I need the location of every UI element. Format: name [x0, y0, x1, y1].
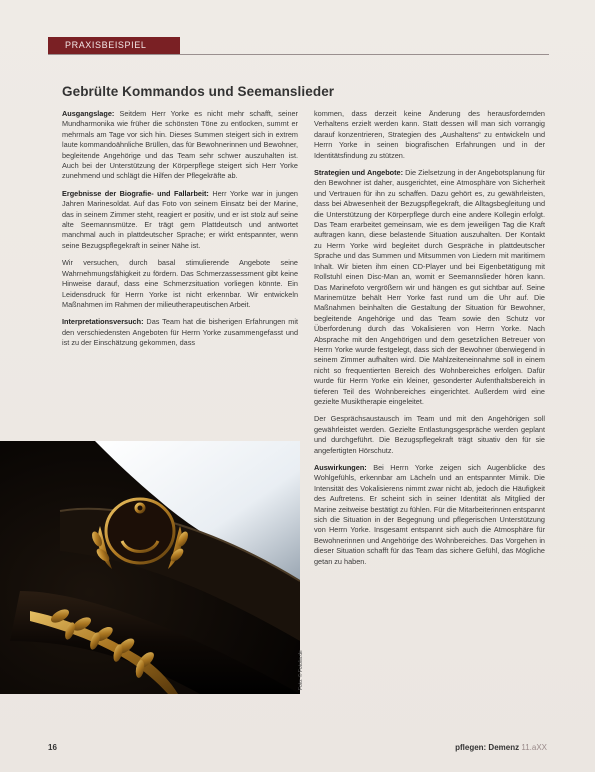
captain-hat-photo — [0, 441, 300, 694]
paragraph-text: Die Zielsetzung in der Angebotsplanung für den Bewohner ist daher, ausgerichtet, eine Atmosphäre von Sicherheit und Vertrauen für ihn zu schaffen. Dazu gehört es, zu gewährleisten, dass bei Abwesenheit der Bezugspflegekraft, die Alltagsbegleitung und die Unterstützung der Körperpflege durch eine andere Kollegin erfolgt. Das Team erarbeitet gemeinsam, wie es dem jeweiligen Tag die Kraft auftragen kann, diese belastende Situation auszuhalten. Der Kontakt zu Herrn Yorke wird begleitet durch Gespräche in plattdeutscher Sprache und das Summen und Mitsummen von Liedern mit maritimem Inhalt. Wir bieten ihm einen CD-Player und bei Eigenbetätigung mit Rollstuhl einen Disc-Man an, womit er Seemannslieder hören kann. Das Marinefoto vergrößern wir und hängen es gut sichtbar auf. Seine Marinemütze behält Herr Yorke fast rund um die Uhr auf. Die Maßnahmen beinhalten die Gestaltung der Situation für Bewohner, begleitende Angehörige und das Team sowie den Schutz vor Überforderung durch das Vokalisieren von Herrn Yorke. Nach Absprache mit den Angehörigen und dem gesetzlichen Betreuer von Herrn Yorke wurde festgelegt, dass sich der Bewohner überwiegend in seinem Zimmer aufhalten wird. Die Mahlzeiteneinnahme soll in einem nicht so frequentierten Bereich des Wohnbereiches erfolgen. Dafür wurde für Herrn Yorke ein kleiner, gesonderter Aufenthaltsbereich in tieferen Teil des Wohnbereiches eingerichtet. Außerdem wird eine gezielte Musiktherapie eingeleitet. — [314, 168, 545, 406]
left-column — [62, 109, 298, 356]
photo-credit-text: Foto: © Fotolia.de — [298, 650, 304, 690]
paragraph-text: Das Team hat die bisherigen Erfahrungen mit den verschiedensten Angeboten für Herrn Yorke zusammengefasst und ist zu der Einschätzung gekommen, dass — [62, 317, 298, 348]
paragraph — [314, 414, 545, 456]
paragraph — [62, 109, 298, 182]
page-number: 16 — [48, 743, 57, 752]
right-column — [314, 109, 545, 574]
paragraph-lead: Ergebnisse der Biografie- und Fallarbeit: — [62, 188, 209, 198]
paragraph — [62, 317, 298, 348]
paragraph-text: Wir versuchen, durch basal stimulierende Angebote seine Wahrnehmungsfähigkeit zu fördern. Das Schmerzassessment gibt keine Hinweise darauf, dass eine Schmerzsituation vorliegen könnte. Ein Leidensdruck für Herrn Yorke ist nicht erkennbar. Wir entwickeln Maßnahmen im Rahmen der milieutherapeutischen Arbeit. — [62, 258, 298, 309]
paragraph — [62, 258, 298, 310]
article-title: Gebrülte Kommandos und Seemanslieder — [62, 84, 335, 99]
paragraph-lead: Ausgangslage: — [62, 109, 115, 118]
paragraph — [314, 168, 545, 407]
paragraph-lead: Strategien und Angebote: — [314, 168, 404, 178]
section-tag: PRAXISBEISPIEL — [48, 37, 180, 54]
paragraph-text: Seitdem Herr Yorke es nicht mehr schafft, seiner Mundharmonika wie früher die schönsten Töne zu entlocken, summt er mehrmals am Tage vor sich hin. Dieses Summen steigert sich in extrem laute kommandoähnliche Brüllen, das für Bewohnerinnen und Bewohner, begleitende Angehörige und das Team sehr schwer auszuhalten ist. Auch bei der Unterstützung der Körperpflege steigert sich Herr Yorke zunehmend und schlägt die Hilfen der Pflegekräfte ab. — [62, 109, 298, 181]
paragraph — [314, 109, 545, 161]
magazine-footer — [455, 743, 547, 752]
paragraph-text: Der Gesprächsaustausch im Team und mit den Angehörigen soll gewährleistet werden. Gezielte Entlastungsgespräche werden geplant und durchgeführt. Die Bezugspflegekraft trägt situativ den für sie angefertigten Hörschutz. — [314, 414, 545, 455]
photo-credit — [298, 590, 308, 690]
paragraph — [62, 189, 298, 251]
paragraph — [314, 463, 545, 567]
header-rule — [48, 54, 549, 55]
captain-hat-illustration — [0, 441, 300, 694]
paragraph-lead: Interpretationsversuch: — [62, 317, 144, 327]
magazine-brand: pflegen: Demenz — [455, 743, 520, 752]
paragraph-text: kommen, dass derzeit keine Änderung des herausfordernden Verhaltens erzielt werden kann. Statt dessen will man sich vorrangig darauf konzentrieren, Strategien des „Aushaltens“ zu entwickeln und Herrn Yorke in seinen biografischen Erfahrungen und in der Identitätsfindung zu stützen. — [314, 109, 545, 160]
magazine-issue: 11.aXX — [521, 743, 547, 752]
paragraph-text: Bei Herrn Yorke zeigen sich Augenblicke des Wohlgefühls, erkennbar am Lächeln und an entspannter Mimik. Die Intensität des Vokalisierens nimmt zwar nicht ab, jedoch die Häufigkeit des Auftretens. Er scheint sich in seiner Identität als Mitglied der Marine zeitweise bestätigt zu fühlen. Für die Mitarbeiterinnen entspannt sich die Situation in der Begegnung und pflegerischen Unterstützung von Herrn Yorke. Insgesamt entspannt sich auch die Atmosphäre für Bewohnerinnen und Angehörige des Wohnbereiches. Das Vorgehen in dieser Situation schafft für das Team das sichere Gefühl, das Mögliche getan zu haben. — [314, 463, 545, 566]
paragraph-text: Herr Yorke war in jungen Jahren Marinesoldat. Auf das Foto von seinem Einsatz bei der Marine, das in seinem Zimmer steht, reagiert er positiv, und er ist stolz auf seine alte Seemannsmütze. Er trägt gern Plattdeutsch und antwortet manchmal auch in plattdeutscher Sprache; er wirkt entspannter, wenn seine Bezugspflegekraft in seiner Nähe ist. — [62, 188, 298, 250]
paragraph-lead: Auswirkungen: — [314, 463, 367, 472]
